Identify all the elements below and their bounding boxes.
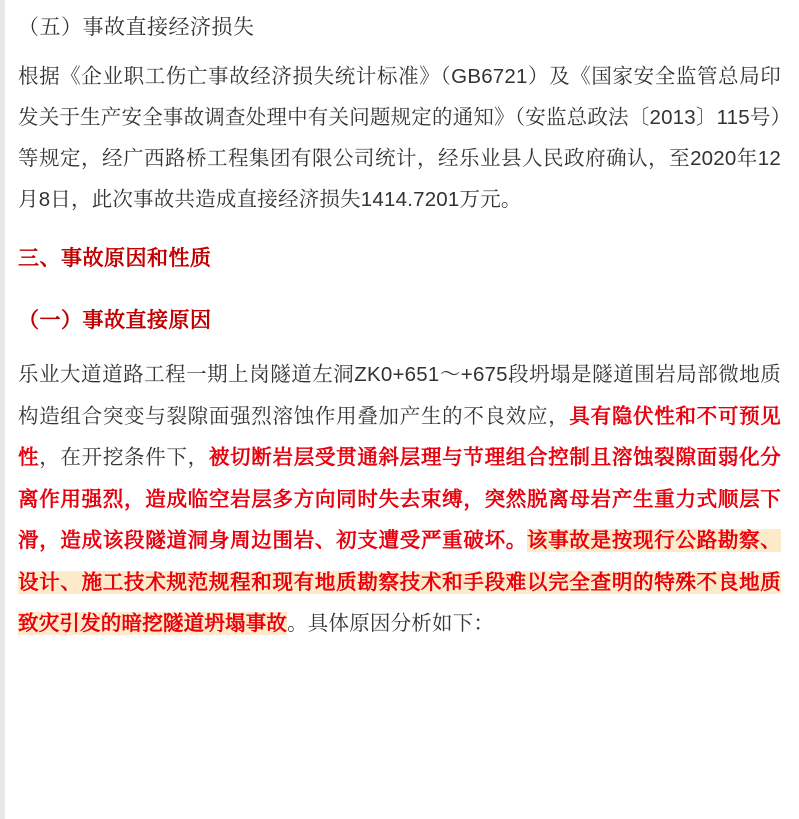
cause-run-plain-2: ，在开挖条件下，	[39, 446, 209, 469]
page-left-margin-rule	[0, 0, 5, 819]
section-heading-economic-loss: （五）事故直接经济损失	[18, 16, 255, 39]
cause-run-emphasis-2: 被切断岩层受贯通斜层理与节理组合控制且溶蚀裂隙面弱化分离作用强烈，造成临空岩层多方向同时失去束缚，突然脱离母岩产生重力式顺层下滑，造成该段隧道洞身周边围岩、初支遭受严重破坏。	[18, 446, 781, 552]
paragraph-economic-loss: 根据《企业职工伤亡事故经济损失统计标准》（GB6721）及《国家安全监管总局印发关于生产安全事故调查处理中有关问题规定的通知》（安监总政法〔2013〕115号）等规定，经广西路桥工程集团有限公司统计，经乐业县人民政府确认，至2020年12月8日，此次事故共造成直接经济损失1414.7201万元。	[18, 65, 781, 211]
cause-run-plain-1: 乐业大道道路工程一期上岗隧道左洞ZK0+651～+675段坍塌是隧道围岩局部微地质构造组合突变与裂隙面强烈溶蚀作用叠加产生的不良效应，	[18, 363, 781, 428]
subsection-heading-direct-cause: （一）事故直接原因	[18, 309, 212, 332]
paragraph-direct-cause	[18, 350, 781, 645]
cause-run-plain-3: 。具体原因分析如下：	[287, 612, 495, 635]
cause-run-highlight: 该事故是按现行公路勘察、设计、施工技术规范规程和现有地质勘察技术和手段难以完全查明的特殊不良地质致灾引发的暗挖隧道坍塌事故	[18, 529, 781, 635]
section-heading-cause-and-nature: 三、事故原因和性质	[18, 247, 212, 270]
cause-run-emphasis-1: 具有隐伏性和不可预见性	[18, 404, 781, 469]
